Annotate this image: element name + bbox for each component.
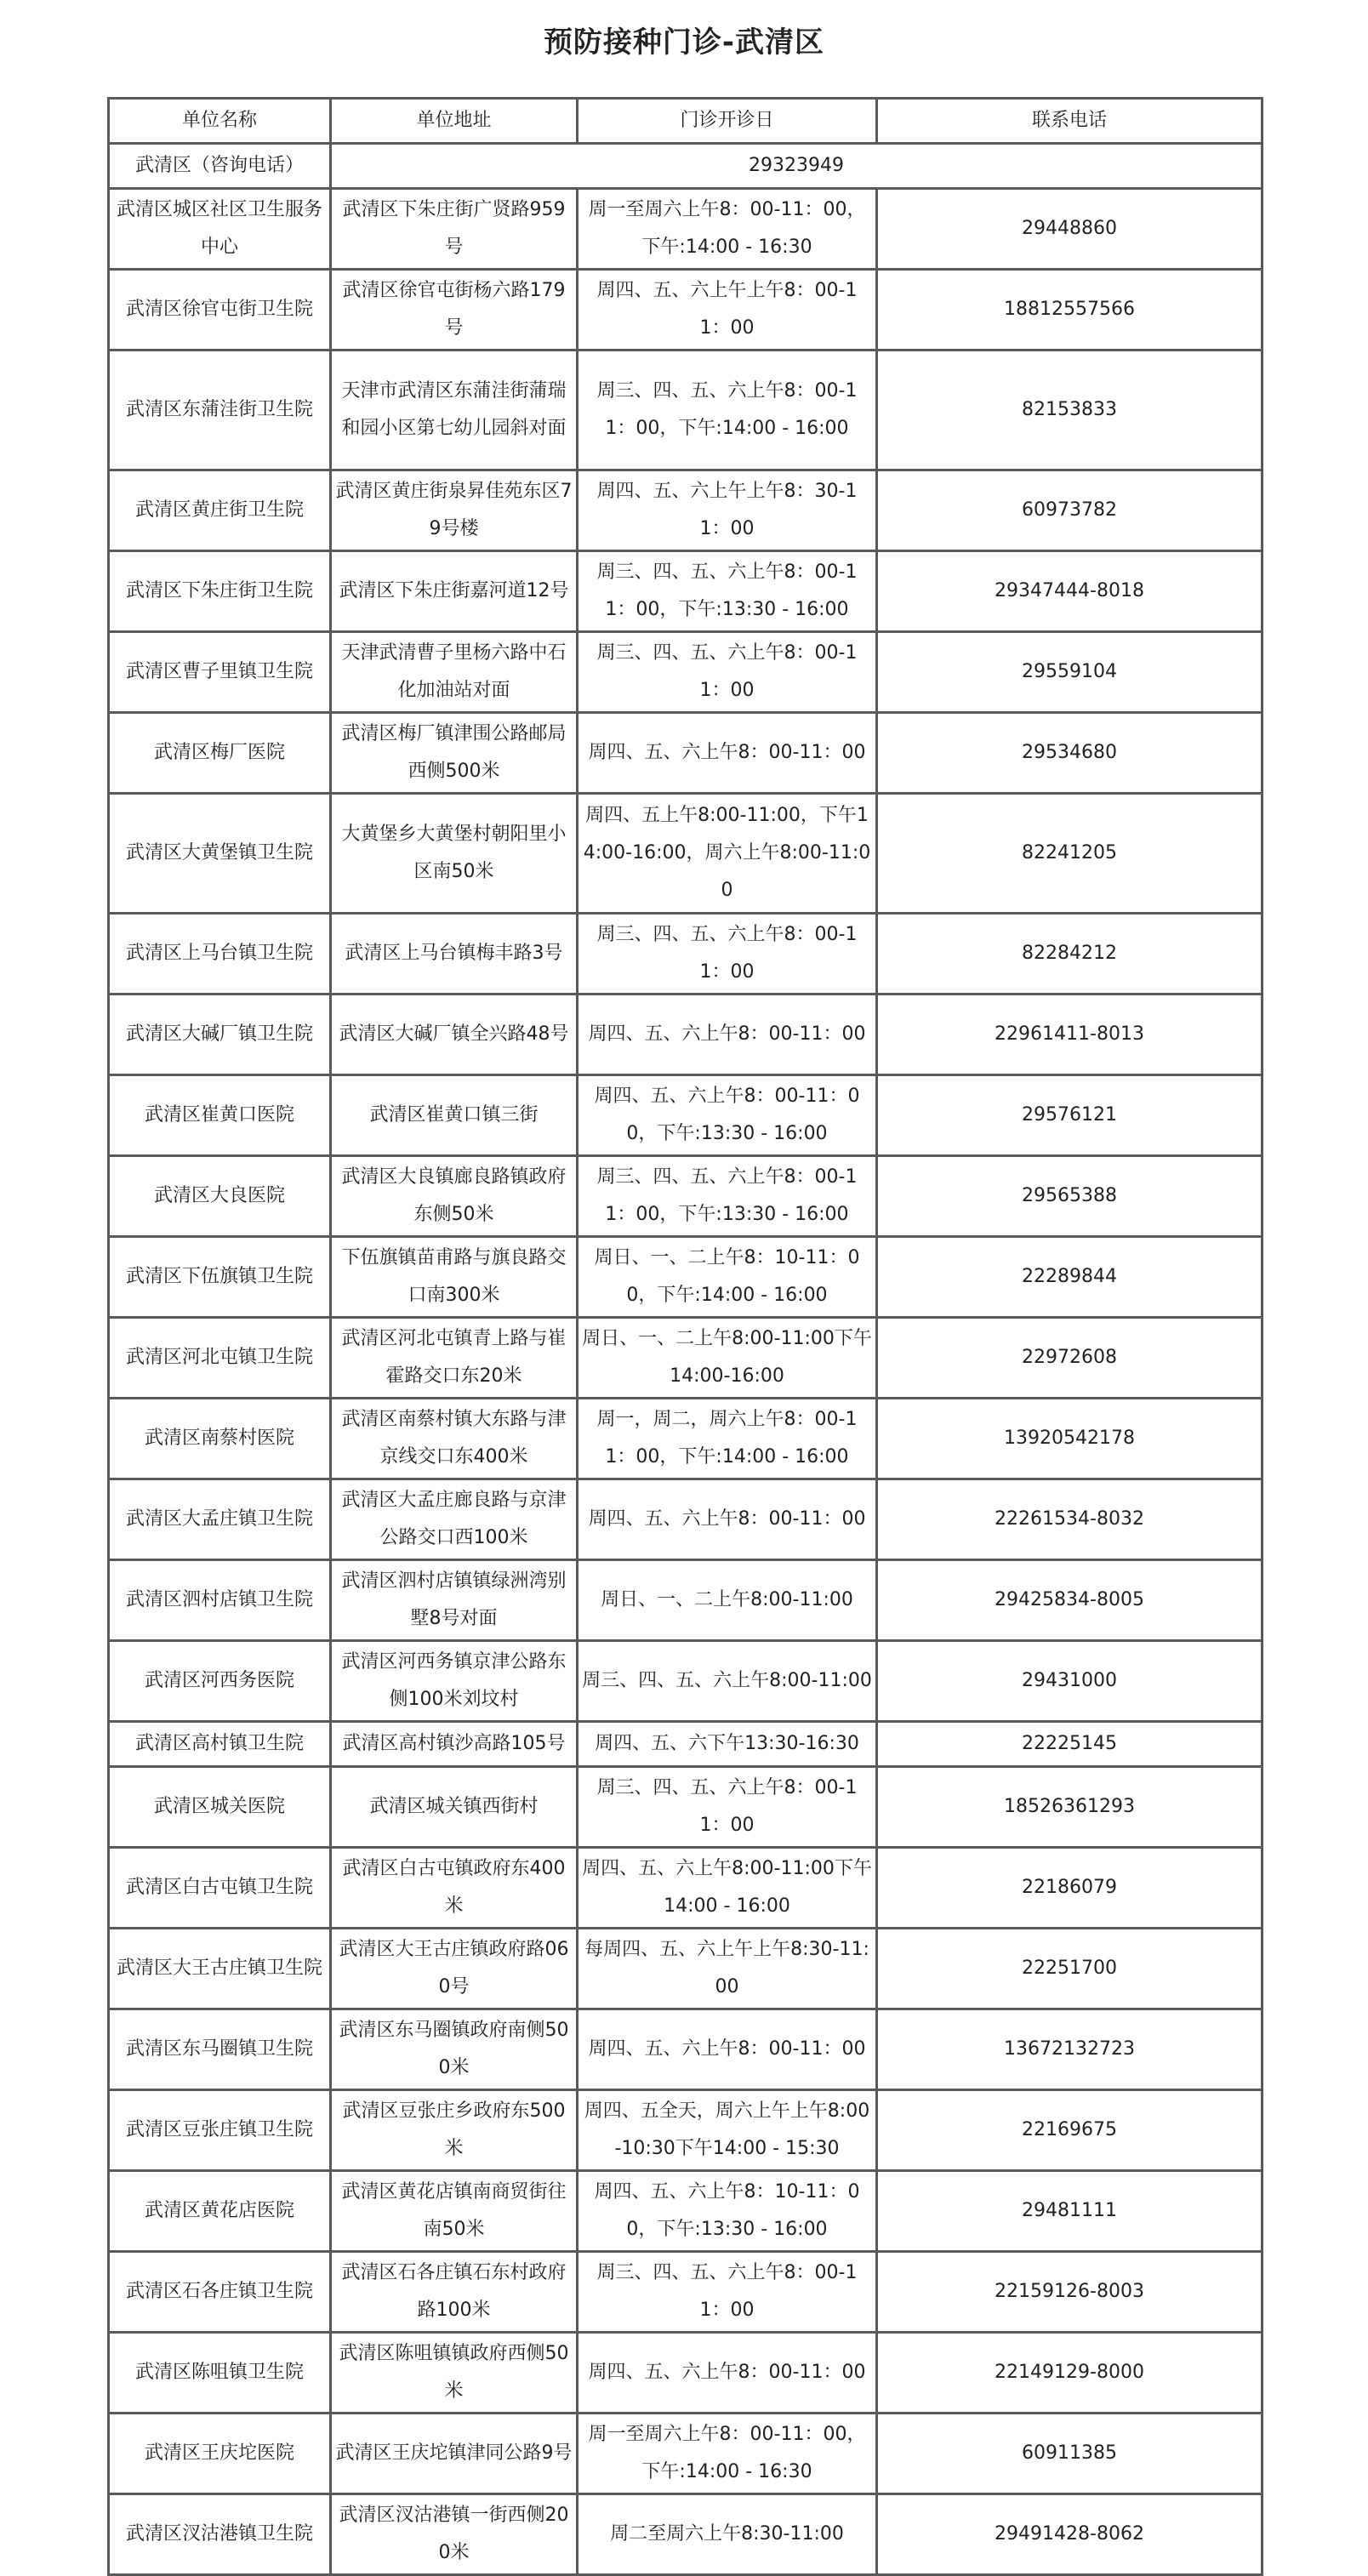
cell-address: 武清区崔黄口镇三街 [331, 1075, 578, 1156]
cell-name: 武清区河北屯镇卫生院 [109, 1318, 331, 1399]
cell-hours: 周三、四、五、六上午8：00-11：00 [578, 1767, 877, 1848]
cell-address: 武清区汊沽港镇一街西侧200米 [331, 2494, 578, 2575]
cell-address: 武清区上马台镇梅丰路3号 [331, 914, 578, 994]
cell-hours: 周四、五、六上午8：00-11：00 [578, 994, 877, 1075]
cell-hours: 周四、五、六上午上午8：30-11：00 [578, 470, 877, 551]
cell-address: 武清区高村镇沙高路105号 [331, 1722, 578, 1767]
cell-name: 武清区下朱庄街卫生院 [109, 551, 331, 632]
cell-name: 武清区陈咀镇卫生院 [109, 2333, 331, 2414]
cell-address: 武清区黄花店镇南商贸街往南50米 [331, 2171, 578, 2252]
cell-hours: 周四、五、六上午上午8：00-11：00 [578, 270, 877, 350]
cell-name: 武清区大碱厂镇卫生院 [109, 994, 331, 1075]
cell-address: 武清区东马圈镇政府南侧500米 [331, 2009, 578, 2090]
cell-hours: 周日、一、二上午8:00-11:00 [578, 1560, 877, 1641]
cell-hours: 周四、五上午8:00-11:00，下午14:00-16:00，周六上午8:00-11:00 [578, 794, 877, 914]
header-address: 单位地址 [331, 99, 578, 144]
table-row [109, 2009, 1263, 2090]
cell-phone: 22225145 [877, 1722, 1263, 1767]
cell-hours: 周四、五、六上午8：00-11：00 [578, 2009, 877, 2090]
cell-hours: 周日、一、二上午8:00-11:00下午14:00-16:00 [578, 1318, 877, 1399]
cell-hours: 每周四、五、六上午上午8:30-11:00 [578, 1929, 877, 2009]
cell-hours: 周四、五、六下午13:30-16:30 [578, 1722, 877, 1767]
table-header [109, 99, 1263, 144]
table-row [109, 914, 1263, 994]
cell-name: 武清区黄花店医院 [109, 2171, 331, 2252]
cell-name: 武清区石各庄镇卫生院 [109, 2252, 331, 2333]
cell-phone: 13672132723 [877, 2009, 1263, 2090]
cell-name: 武清区东蒲洼街卫生院 [109, 350, 331, 470]
cell-name: 武清区王庆坨医院 [109, 2414, 331, 2494]
cell-name: 武清区大孟庄镇卫生院 [109, 1479, 331, 1560]
table-row [109, 1237, 1263, 1318]
cell-hours: 周三、四、五、六上午8：00-11：00 [578, 2252, 877, 2333]
cell-name: 武清区黄庄街卫生院 [109, 470, 331, 551]
cell-hours: 周三、四、五、六上午8：00-11：00 [578, 632, 877, 713]
cell-hours: 周一，周二，周六上午8：00-11：00，下午:14:00 - 16:00 [578, 1399, 877, 1479]
header-row [109, 99, 1263, 144]
cell-phone: 60911385 [877, 2414, 1263, 2494]
cell-address: 武清区泗村店镇镇绿洲湾别墅8号对面 [331, 1560, 578, 1641]
cell-name: 武清区上马台镇卫生院 [109, 914, 331, 994]
header-name: 单位名称 [109, 99, 331, 144]
cell-name: 武清区汊沽港镇卫生院 [109, 2494, 331, 2575]
cell-address: 武清区下朱庄街嘉河道12号 [331, 551, 578, 632]
cell-phone: 82241205 [877, 794, 1263, 914]
table-row [109, 2333, 1263, 2414]
cell-phone: 22169675 [877, 2090, 1263, 2171]
cell-hours: 周一至周六上午8：00-11：00，下午:14:00 - 16:30 [578, 189, 877, 270]
cell-name: 武清区大黄堡镇卫生院 [109, 794, 331, 914]
cell-address: 天津武清曹子里杨六路中石化加油站对面 [331, 632, 578, 713]
cell-phone: 29491428-8062 [877, 2494, 1263, 2575]
cell-address: 天津市武清区东蒲洼街蒲瑞和园小区第七幼儿园斜对面 [331, 350, 578, 470]
consult-label: 武清区（咨询电话） [109, 144, 331, 189]
cell-address: 武清区大碱厂镇全兴路48号 [331, 994, 578, 1075]
cell-hours: 周四、五全天，周六上午上午8:00-10:30下午14:00 - 15:30 [578, 2090, 877, 2171]
cell-name: 武清区河西务医院 [109, 1641, 331, 1722]
cell-address: 武清区徐官屯街杨六路179号 [331, 270, 578, 350]
cell-phone: 22289844 [877, 1237, 1263, 1318]
table-row [109, 2171, 1263, 2252]
cell-name: 武清区徐官屯街卫生院 [109, 270, 331, 350]
cell-phone: 18812557566 [877, 270, 1263, 350]
cell-hours: 周四、五、六上午8：00-11：00 [578, 1479, 877, 1560]
header-phone: 联系电话 [877, 99, 1263, 144]
cell-hours: 周三、四、五、六上午8：00-11：00 [578, 914, 877, 994]
cell-phone: 29576121 [877, 1075, 1263, 1156]
cell-phone: 29431000 [877, 1641, 1263, 1722]
table-row [109, 632, 1263, 713]
clinic-table [107, 97, 1263, 2576]
cell-address: 武清区豆张庄乡政府东500米 [331, 2090, 578, 2171]
cell-phone: 29425834-8005 [877, 1560, 1263, 1641]
cell-name: 武清区城区社区卫生服务中心 [109, 189, 331, 270]
cell-address: 武清区南蔡村镇大东路与津京线交口东400米 [331, 1399, 578, 1479]
cell-address: 大黄堡乡大黄堡村朝阳里小区南50米 [331, 794, 578, 914]
cell-name: 武清区崔黄口医院 [109, 1075, 331, 1156]
cell-hours: 周四、五、六上午8：00-11：00 [578, 2333, 877, 2414]
table-row [109, 1848, 1263, 1929]
table-row [109, 2494, 1263, 2575]
cell-name: 武清区大王古庄镇卫生院 [109, 1929, 331, 2009]
table-row [109, 1318, 1263, 1399]
cell-name: 武清区白古屯镇卫生院 [109, 1848, 331, 1929]
table-row [109, 1560, 1263, 1641]
table-row [109, 2090, 1263, 2171]
cell-address: 武清区梅厂镇津围公路邮局西侧500米 [331, 713, 578, 794]
cell-name: 武清区城关医院 [109, 1767, 331, 1848]
table-row [109, 794, 1263, 914]
cell-address: 武清区大良镇廊良路镇政府东侧50米 [331, 1156, 578, 1237]
cell-hours: 周四、五、六上午8:00-11:00下午14:00 - 16:00 [578, 1848, 877, 1929]
cell-name: 武清区高村镇卫生院 [109, 1722, 331, 1767]
cell-phone: 22972608 [877, 1318, 1263, 1399]
cell-address: 武清区大孟庄廊良路与京津公路交口西100米 [331, 1479, 578, 1560]
page-title: 预防接种门诊-武清区 [543, 26, 825, 60]
table-row [109, 1929, 1263, 2009]
cell-name: 武清区东马圈镇卫生院 [109, 2009, 331, 2090]
cell-phone: 82153833 [877, 350, 1263, 470]
table-row [109, 1767, 1263, 1848]
cell-phone: 29347444-8018 [877, 551, 1263, 632]
table-row [109, 1156, 1263, 1237]
cell-address: 武清区王庆坨镇津同公路9号 [331, 2414, 578, 2494]
table-row [109, 2414, 1263, 2494]
table-row [109, 1479, 1263, 1560]
consult-row [109, 144, 1263, 189]
cell-phone: 29481111 [877, 2171, 1263, 2252]
cell-hours: 周三、四、五、六上午8：00-11：00，下午:14:00 - 16:00 [578, 350, 877, 470]
cell-phone: 82284212 [877, 914, 1263, 994]
cell-address: 武清区石各庄镇石东村政府路100米 [331, 2252, 578, 2333]
cell-phone: 22186079 [877, 1848, 1263, 1929]
cell-hours: 周四、五、六上午8：00-11：00 [578, 713, 877, 794]
table-row [109, 1722, 1263, 1767]
cell-phone: 29565388 [877, 1156, 1263, 1237]
cell-phone: 22251700 [877, 1929, 1263, 2009]
header-hours: 门诊开诊日 [578, 99, 877, 144]
consult-phone: 29323949 [331, 144, 1263, 189]
cell-address: 武清区白古屯镇政府东400米 [331, 1848, 578, 1929]
table-row [109, 350, 1263, 470]
cell-phone: 18526361293 [877, 1767, 1263, 1848]
cell-phone: 22159126-8003 [877, 2252, 1263, 2333]
cell-name: 武清区梅厂医院 [109, 713, 331, 794]
table-row [109, 1641, 1263, 1722]
cell-name: 武清区豆张庄镇卫生院 [109, 2090, 331, 2171]
cell-hours: 周日、一、二上午8：10-11：00，下午:14:00 - 16:00 [578, 1237, 877, 1318]
cell-phone: 29448860 [877, 189, 1263, 270]
cell-name: 武清区南蔡村医院 [109, 1399, 331, 1479]
cell-name: 武清区曹子里镇卫生院 [109, 632, 331, 713]
cell-phone: 13920542178 [877, 1399, 1263, 1479]
cell-phone: 60973782 [877, 470, 1263, 551]
cell-address: 下伍旗镇苗甫路与旗良路交口南300米 [331, 1237, 578, 1318]
cell-address: 武清区大王古庄镇政府路060号 [331, 1929, 578, 2009]
table-row [109, 470, 1263, 551]
cell-hours: 周二至周六上午8:30-11:00 [578, 2494, 877, 2575]
cell-hours: 周四、五、六上午8：00-11：00，下午:13:30 - 16:00 [578, 1075, 877, 1156]
table-row [109, 994, 1263, 1075]
cell-phone: 22149129-8000 [877, 2333, 1263, 2414]
table-body [109, 144, 1263, 2575]
cell-hours: 周三、四、五、六上午8:00-11:00 [578, 1641, 877, 1722]
cell-hours: 周三、四、五、六上午8：00-11：00，下午:13:30 - 16:00 [578, 1156, 877, 1237]
cell-address: 武清区下朱庄街广贤路959号 [331, 189, 578, 270]
cell-phone: 22261534-8032 [877, 1479, 1263, 1560]
cell-phone: 29534680 [877, 713, 1263, 794]
cell-hours: 周三、四、五、六上午8：00-11：00，下午:13:30 - 16:00 [578, 551, 877, 632]
table-row [109, 270, 1263, 350]
cell-hours: 周一至周六上午8：00-11：00，下午:14:00 - 16:30 [578, 2414, 877, 2494]
cell-phone: 29559104 [877, 632, 1263, 713]
table-row [109, 1075, 1263, 1156]
table-row [109, 2252, 1263, 2333]
cell-address: 武清区城关镇西街村 [331, 1767, 578, 1848]
cell-name: 武清区大良医院 [109, 1156, 331, 1237]
cell-address: 武清区河北屯镇青上路与崔霍路交口东20米 [331, 1318, 578, 1399]
cell-address: 武清区黄庄街泉昇佳苑东区79号楼 [331, 470, 578, 551]
table-row [109, 713, 1263, 794]
table-row [109, 1399, 1263, 1479]
table-row [109, 551, 1263, 632]
cell-name: 武清区下伍旗镇卫生院 [109, 1237, 331, 1318]
table-row [109, 189, 1263, 270]
cell-phone: 22961411-8013 [877, 994, 1263, 1075]
cell-address: 武清区陈咀镇镇政府西侧50米 [331, 2333, 578, 2414]
cell-name: 武清区泗村店镇卫生院 [109, 1560, 331, 1641]
cell-address: 武清区河西务镇京津公路东侧100米刘坟村 [331, 1641, 578, 1722]
cell-hours: 周四、五、六上午8：10-11：00，下午:13:30 - 16:00 [578, 2171, 877, 2252]
